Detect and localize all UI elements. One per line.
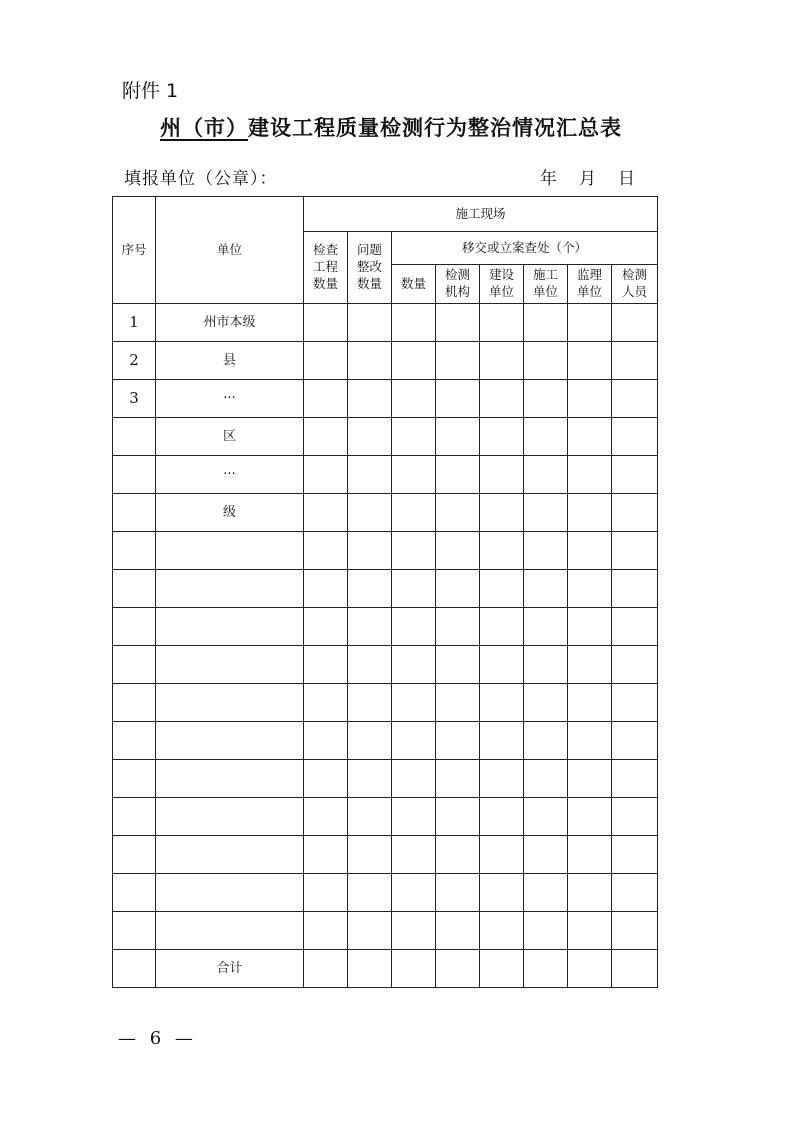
data-cell[interactable] (392, 494, 436, 532)
summary-table (112, 196, 658, 988)
data-cell[interactable] (348, 760, 392, 798)
data-cell[interactable] (436, 836, 480, 874)
data-cell[interactable] (568, 950, 612, 988)
data-cell[interactable] (392, 874, 436, 912)
data-cell[interactable] (436, 722, 480, 760)
row-seq-cell[interactable] (113, 912, 156, 950)
data-cell[interactable] (304, 950, 348, 988)
row-unit-cell[interactable] (156, 608, 304, 646)
data-cell[interactable] (612, 456, 658, 494)
data-cell[interactable] (348, 798, 392, 836)
data-cell[interactable] (304, 342, 348, 380)
page-number: — 6 — (118, 1028, 197, 1049)
data-cell[interactable] (480, 342, 524, 380)
row-unit-cell[interactable] (156, 836, 304, 874)
header-site: 施工现场 (304, 197, 658, 232)
header-unit: 单位 (156, 197, 304, 304)
document-title (160, 112, 622, 142)
data-cell[interactable] (392, 342, 436, 380)
title-main: 建设工程质量检测行为整治情况汇总表 (248, 116, 622, 140)
data-cell[interactable] (392, 760, 436, 798)
data-cell[interactable] (392, 380, 436, 418)
table-row (113, 418, 658, 456)
row-seq-cell[interactable]: 1 (113, 304, 156, 342)
data-cell[interactable] (436, 304, 480, 342)
data-cell[interactable] (568, 912, 612, 950)
row-unit-cell[interactable] (156, 532, 304, 570)
data-cell[interactable] (524, 646, 568, 684)
data-cell[interactable] (524, 798, 568, 836)
row-seq-cell[interactable] (113, 798, 156, 836)
data-cell[interactable] (436, 646, 480, 684)
data-cell[interactable] (480, 874, 524, 912)
data-cell[interactable] (568, 760, 612, 798)
header-count: 数量 (392, 265, 436, 304)
table-row (113, 684, 658, 722)
attachment-label: 附件 1 (122, 80, 179, 102)
data-cell[interactable] (524, 494, 568, 532)
row-seq-cell[interactable] (113, 494, 156, 532)
title-prefix: 州（市） (160, 116, 248, 140)
data-cell[interactable] (436, 342, 480, 380)
data-cell[interactable] (568, 570, 612, 608)
data-cell[interactable] (348, 874, 392, 912)
row-seq-cell[interactable] (113, 836, 156, 874)
data-cell[interactable] (304, 722, 348, 760)
data-cell[interactable] (568, 874, 612, 912)
header-supervisor: 监理单位 (568, 265, 612, 304)
data-cell[interactable] (436, 760, 480, 798)
data-cell[interactable] (524, 532, 568, 570)
data-cell[interactable] (480, 418, 524, 456)
data-cell[interactable] (436, 380, 480, 418)
data-cell[interactable] (480, 646, 524, 684)
data-cell[interactable] (348, 456, 392, 494)
data-cell[interactable] (392, 418, 436, 456)
row-unit-cell[interactable]: 合计 (156, 950, 304, 988)
table-row (113, 380, 658, 418)
table-row (113, 722, 658, 760)
data-cell[interactable] (392, 684, 436, 722)
table-row (113, 760, 658, 798)
data-cell[interactable] (480, 684, 524, 722)
date-fields (540, 164, 635, 189)
data-cell[interactable] (348, 950, 392, 988)
row-seq-cell[interactable] (113, 950, 156, 988)
data-cell[interactable] (304, 304, 348, 342)
row-unit-cell[interactable]: ··· (156, 380, 304, 418)
table-row (113, 912, 658, 950)
data-cell[interactable] (436, 532, 480, 570)
data-cell[interactable] (392, 912, 436, 950)
row-seq-cell[interactable] (113, 874, 156, 912)
table-row (113, 874, 658, 912)
data-cell[interactable] (480, 456, 524, 494)
data-cell[interactable] (524, 570, 568, 608)
data-cell[interactable] (436, 418, 480, 456)
data-cell[interactable] (348, 722, 392, 760)
data-cell[interactable] (304, 418, 348, 456)
table-row (113, 456, 658, 494)
data-cell[interactable] (392, 532, 436, 570)
data-cell[interactable] (524, 456, 568, 494)
data-cell[interactable] (304, 912, 348, 950)
header-transfer: 移交或立案查处（个） (392, 232, 658, 265)
row-unit-cell[interactable]: 级 (156, 494, 304, 532)
data-cell[interactable] (612, 380, 658, 418)
data-cell[interactable] (348, 684, 392, 722)
data-cell[interactable] (348, 608, 392, 646)
data-cell[interactable] (348, 342, 392, 380)
data-cell[interactable] (524, 912, 568, 950)
data-cell[interactable] (480, 798, 524, 836)
data-cell[interactable] (612, 418, 658, 456)
data-cell[interactable] (436, 912, 480, 950)
data-cell[interactable] (568, 836, 612, 874)
data-cell[interactable] (612, 342, 658, 380)
row-seq-cell[interactable]: 2 (113, 342, 156, 380)
data-cell[interactable] (524, 722, 568, 760)
data-cell[interactable] (568, 684, 612, 722)
data-cell[interactable] (392, 570, 436, 608)
data-cell[interactable] (568, 646, 612, 684)
table-row (113, 494, 658, 532)
data-cell[interactable] (480, 722, 524, 760)
row-seq-cell[interactable] (113, 418, 156, 456)
table-row (113, 342, 658, 380)
row-unit-cell[interactable] (156, 722, 304, 760)
data-cell[interactable] (568, 380, 612, 418)
data-cell[interactable] (436, 456, 480, 494)
row-unit-cell[interactable]: 州市本级 (156, 304, 304, 342)
data-cell[interactable] (392, 456, 436, 494)
header-testing-org: 检测机构 (436, 265, 480, 304)
data-cell[interactable] (436, 608, 480, 646)
data-cell[interactable] (568, 722, 612, 760)
data-cell[interactable] (568, 494, 612, 532)
data-cell[interactable] (612, 494, 658, 532)
table-row (113, 836, 658, 874)
data-cell[interactable] (612, 874, 658, 912)
data-cell[interactable] (348, 570, 392, 608)
data-cell[interactable] (612, 722, 658, 760)
data-cell[interactable] (348, 532, 392, 570)
data-cell[interactable] (392, 608, 436, 646)
row-unit-cell[interactable] (156, 912, 304, 950)
data-cell[interactable] (480, 950, 524, 988)
data-cell[interactable] (524, 608, 568, 646)
data-cell[interactable] (568, 798, 612, 836)
row-unit-cell[interactable]: 区 (156, 418, 304, 456)
data-cell[interactable] (612, 608, 658, 646)
data-cell[interactable] (568, 532, 612, 570)
header-rectified-count: 问题整改数量 (348, 232, 392, 304)
data-cell[interactable] (392, 950, 436, 988)
data-cell[interactable] (612, 836, 658, 874)
data-cell[interactable] (524, 342, 568, 380)
data-cell[interactable] (348, 836, 392, 874)
table-row (113, 532, 658, 570)
date-day-label: 日 (618, 169, 635, 189)
data-cell[interactable] (480, 760, 524, 798)
row-unit-cell[interactable] (156, 684, 304, 722)
data-cell[interactable] (480, 608, 524, 646)
data-cell[interactable] (304, 494, 348, 532)
data-cell[interactable] (436, 874, 480, 912)
header-constructor: 施工单位 (524, 265, 568, 304)
row-unit-cell[interactable]: 县 (156, 342, 304, 380)
row-unit-cell[interactable] (156, 646, 304, 684)
data-cell[interactable] (524, 304, 568, 342)
data-cell[interactable] (348, 494, 392, 532)
header-seq: 序号 (113, 197, 156, 304)
data-cell[interactable] (392, 836, 436, 874)
data-cell[interactable] (480, 380, 524, 418)
data-cell[interactable] (480, 836, 524, 874)
data-cell[interactable] (436, 570, 480, 608)
data-cell[interactable] (480, 304, 524, 342)
data-cell[interactable] (568, 304, 612, 342)
data-cell[interactable] (480, 912, 524, 950)
data-cell[interactable] (524, 874, 568, 912)
data-cell[interactable] (304, 570, 348, 608)
data-cell[interactable] (348, 646, 392, 684)
data-cell[interactable] (304, 456, 348, 494)
row-seq-cell[interactable] (113, 646, 156, 684)
data-cell[interactable] (348, 304, 392, 342)
data-cell[interactable] (568, 456, 612, 494)
row-seq-cell[interactable] (113, 760, 156, 798)
date-year-label: 年 (540, 169, 557, 189)
data-cell[interactable] (348, 380, 392, 418)
table-row (113, 570, 658, 608)
data-cell[interactable] (524, 418, 568, 456)
data-cell[interactable] (524, 760, 568, 798)
data-cell[interactable] (392, 304, 436, 342)
row-unit-cell[interactable]: ··· (156, 456, 304, 494)
table-row (113, 608, 658, 646)
table-row (113, 950, 658, 988)
date-month-label: 月 (579, 169, 596, 189)
data-cell[interactable] (436, 950, 480, 988)
data-cell[interactable] (392, 646, 436, 684)
data-cell[interactable] (612, 912, 658, 950)
data-cell[interactable] (304, 380, 348, 418)
data-cell[interactable] (524, 836, 568, 874)
data-cell[interactable] (612, 684, 658, 722)
table-row (113, 646, 658, 684)
row-unit-cell[interactable] (156, 760, 304, 798)
table-row (113, 304, 658, 342)
data-cell[interactable] (348, 912, 392, 950)
row-seq-cell[interactable] (113, 570, 156, 608)
data-cell[interactable] (392, 722, 436, 760)
header-inspected-count: 检查工程数量 (304, 232, 348, 304)
data-cell[interactable] (568, 608, 612, 646)
data-cell[interactable] (436, 494, 480, 532)
data-cell[interactable] (568, 342, 612, 380)
data-cell[interactable] (524, 684, 568, 722)
row-seq-cell[interactable] (113, 684, 156, 722)
data-cell[interactable] (304, 836, 348, 874)
data-cell[interactable] (304, 532, 348, 570)
data-cell[interactable] (480, 494, 524, 532)
data-cell[interactable] (304, 760, 348, 798)
data-cell[interactable] (612, 532, 658, 570)
data-cell[interactable] (612, 760, 658, 798)
row-unit-cell[interactable] (156, 874, 304, 912)
data-cell[interactable] (612, 798, 658, 836)
data-cell[interactable] (524, 380, 568, 418)
data-cell[interactable] (612, 950, 658, 988)
data-cell[interactable] (612, 570, 658, 608)
data-cell[interactable] (436, 798, 480, 836)
row-seq-cell[interactable]: 3 (113, 380, 156, 418)
filler-unit-label: 填报单位（公章）： (124, 169, 278, 189)
data-cell[interactable] (348, 418, 392, 456)
data-cell[interactable] (480, 570, 524, 608)
data-cell[interactable] (392, 798, 436, 836)
row-unit-cell[interactable] (156, 798, 304, 836)
data-cell[interactable] (304, 646, 348, 684)
data-cell[interactable] (304, 874, 348, 912)
data-cell[interactable] (304, 608, 348, 646)
data-cell[interactable] (480, 532, 524, 570)
data-cell[interactable] (612, 646, 658, 684)
row-seq-cell[interactable] (113, 532, 156, 570)
row-seq-cell[interactable] (113, 722, 156, 760)
data-cell[interactable] (524, 950, 568, 988)
data-cell[interactable] (304, 798, 348, 836)
row-seq-cell[interactable] (113, 608, 156, 646)
table-row (113, 798, 658, 836)
header-tester: 检测人员 (612, 265, 658, 304)
row-unit-cell[interactable] (156, 570, 304, 608)
data-cell[interactable] (568, 418, 612, 456)
data-cell[interactable] (304, 684, 348, 722)
row-seq-cell[interactable] (113, 456, 156, 494)
data-cell[interactable] (612, 304, 658, 342)
data-cell[interactable] (436, 684, 480, 722)
header-builder: 建设单位 (480, 265, 524, 304)
